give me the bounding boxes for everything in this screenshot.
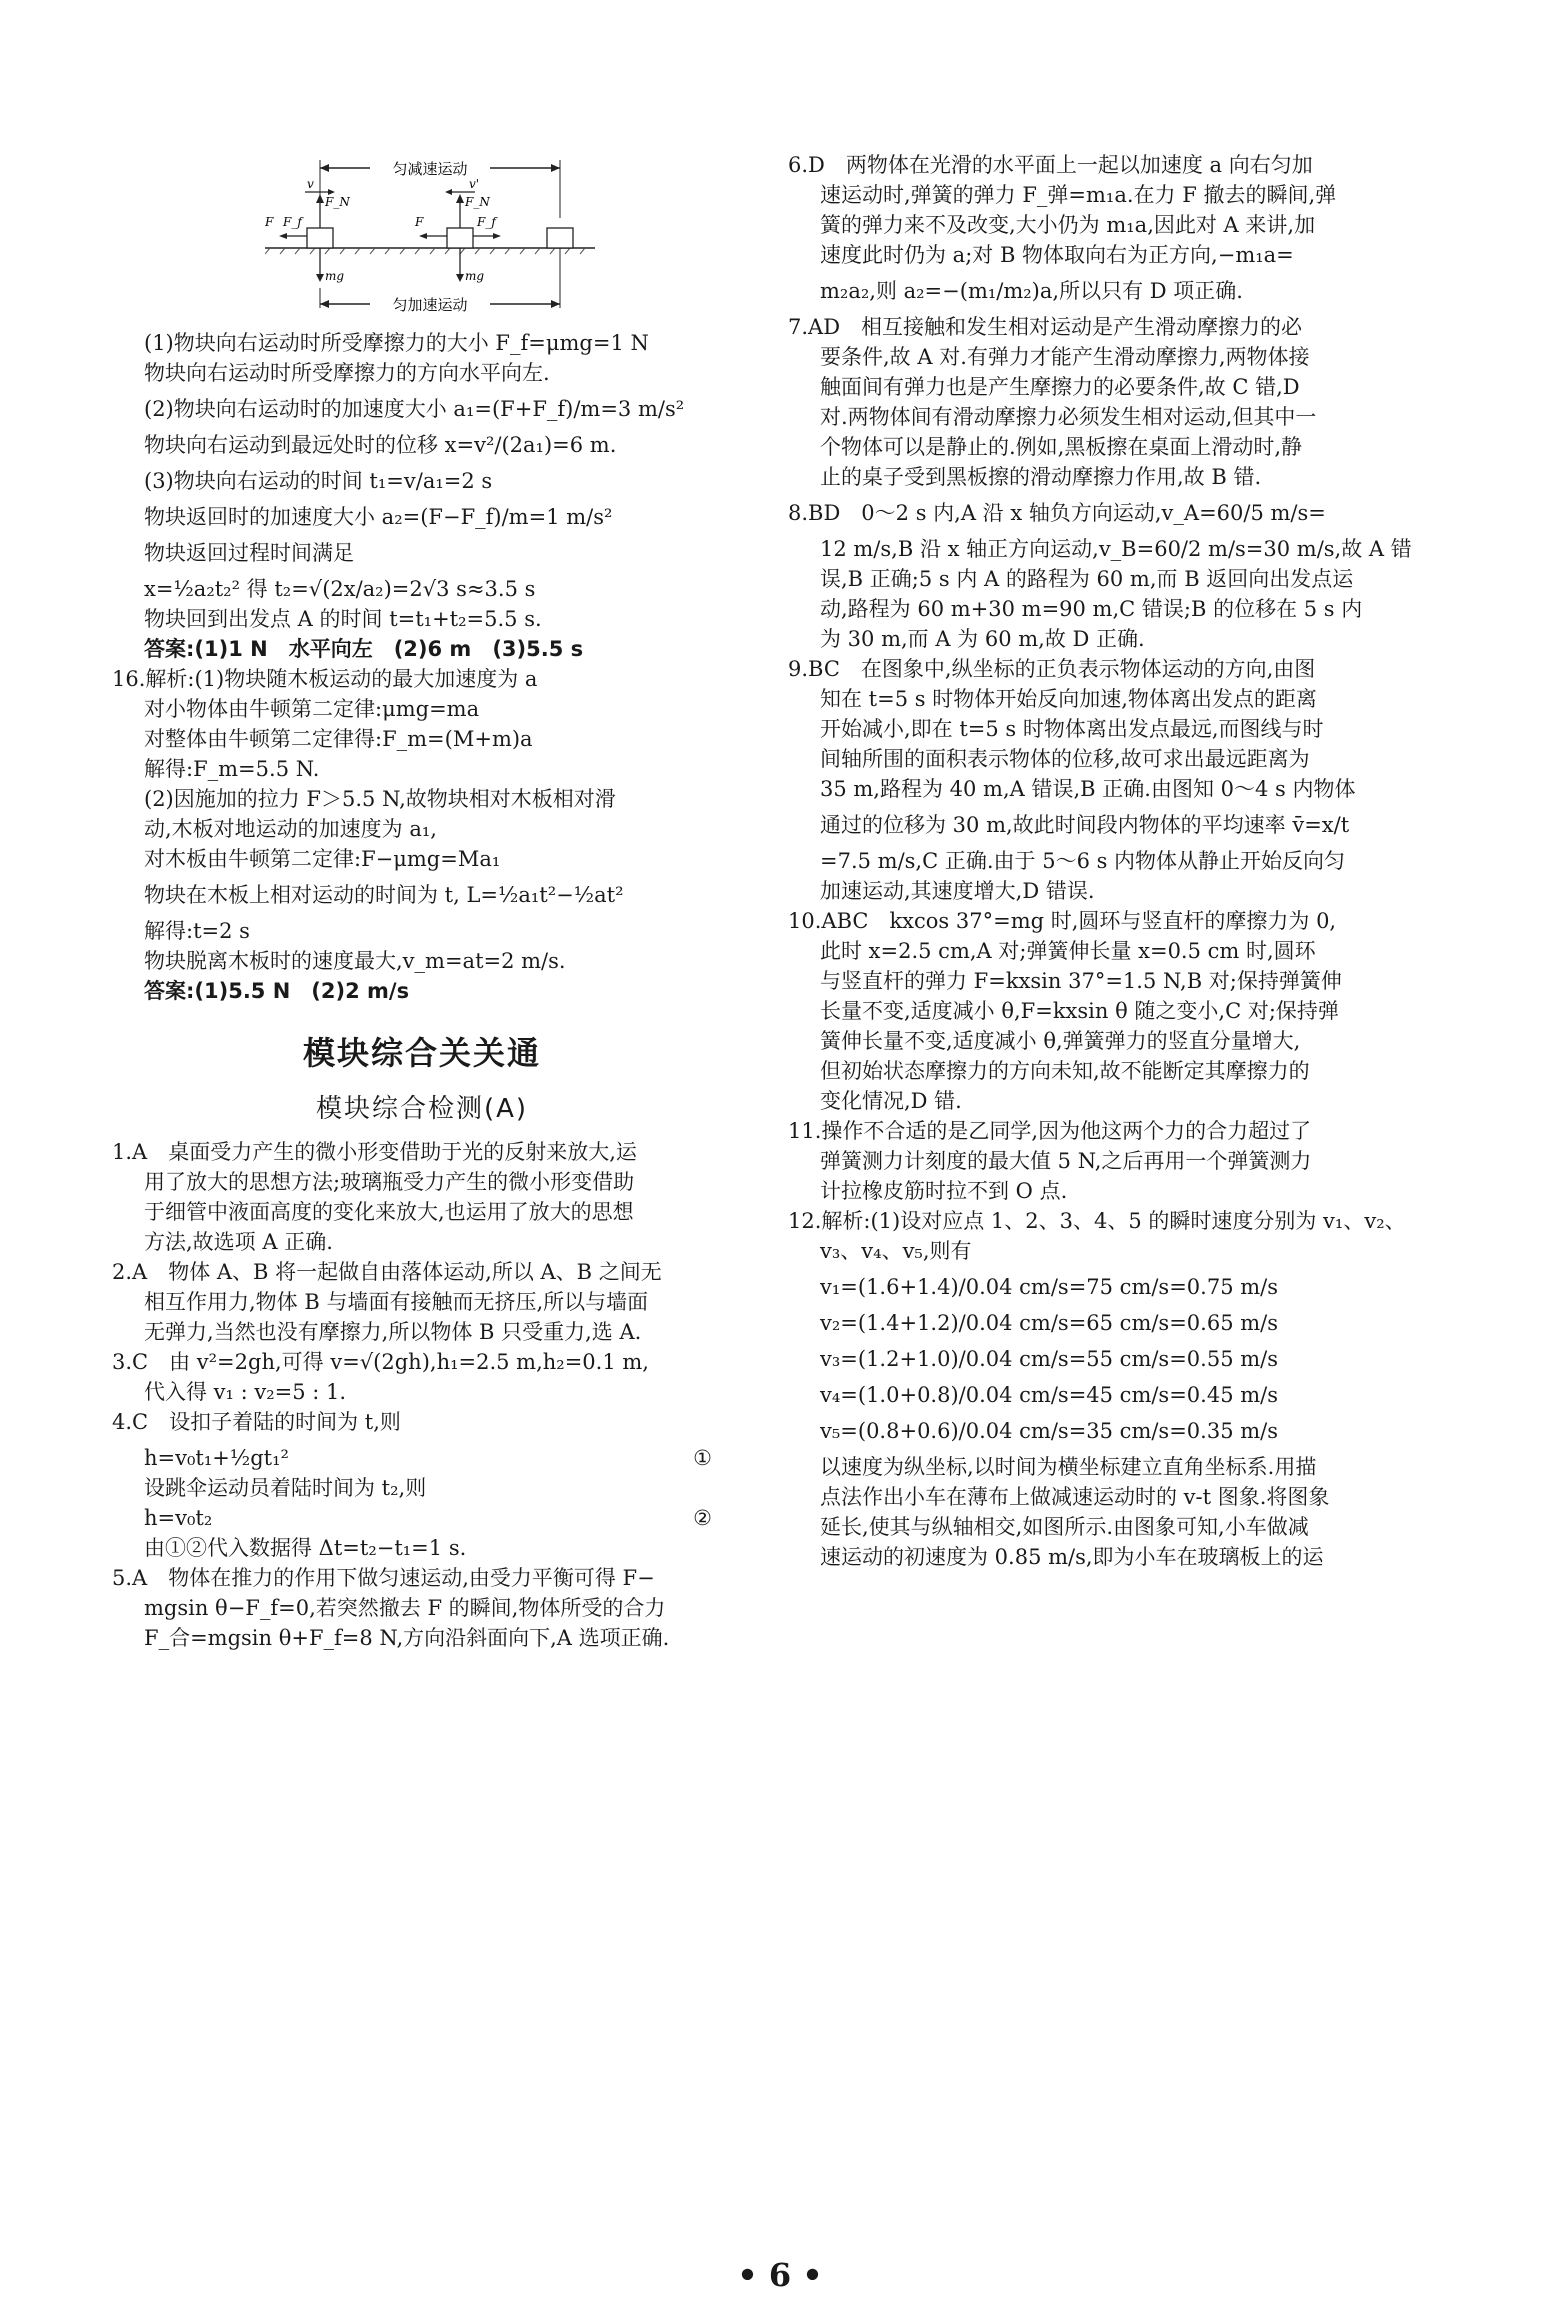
text-line — [788, 1176, 1448, 1206]
line-text: 点法作出小车在薄布上做减速运动时的 v-t 图象.将图象 — [820, 1485, 1330, 1509]
line-text: 12.解析:(1)设对应点 1、2、3、4、5 的瞬时速度分别为 v₁、v₂、 — [788, 1209, 1406, 1233]
line-text: v₃、v₄、v₅,则有 — [820, 1239, 972, 1263]
top-label: 匀减速运动 — [392, 160, 468, 178]
equation-number: ① — [693, 1446, 712, 1470]
line-text: 5.A 物体在推力的作用下做匀速运动,由受力平衡可得 F− — [112, 1566, 655, 1590]
line-text: 16.解析:(1)物块随木板运动的最大加速度为 a — [112, 667, 538, 691]
text-line — [112, 844, 732, 874]
text-line — [788, 1206, 1448, 1236]
page-number: • 6 • — [737, 2256, 823, 2294]
line-text: 1.A 桌面受力产生的微小形变借助于光的反射来放大,运 — [112, 1140, 637, 1164]
text-line — [112, 430, 732, 460]
line-text: 延长,使其与纵轴相交,如图所示.由图象可知,小车做减 — [820, 1515, 1309, 1539]
line-text: 变化情况,D 错. — [820, 1089, 962, 1113]
text-line — [788, 180, 1448, 210]
text-line — [112, 1623, 732, 1653]
line-text: 弹簧测力计刻度的最大值 5 N,之后再用一个弹簧测力 — [820, 1149, 1312, 1173]
block-right — [547, 228, 573, 248]
fn-label-left: F_N — [325, 195, 350, 209]
line-text: 速度此时仍为 a;对 B 物体取向右为正方向,−m₁a= — [820, 243, 1294, 267]
text-line — [788, 1380, 1448, 1410]
text-line — [788, 966, 1448, 996]
line-text: 2.A 物体 A、B 将一起做自由落体运动,所以 A、B 之间无 — [112, 1260, 662, 1284]
text-line — [788, 342, 1448, 372]
text-line — [788, 744, 1448, 774]
text-line — [788, 1056, 1448, 1086]
top-arrow-right — [551, 164, 560, 172]
f-label-left: F — [265, 215, 274, 229]
ground-hatching — [265, 248, 585, 254]
line-text: v₃=(1.2+1.0)/0.04 cm/s=55 cm/s=0.55 m/s — [820, 1347, 1279, 1371]
line-text: 通过的位移为 30 m,故此时间段内物体的平均速率 v̄=x/t — [820, 813, 1350, 837]
line-text: 9.BC 在图象中,纵坐标的正负表示物体运动的方向,由图 — [788, 657, 1316, 681]
line-text: 代入得 v₁ : v₂=5 : 1. — [144, 1380, 347, 1404]
line-text: v₂=(1.4+1.2)/0.04 cm/s=65 cm/s=0.65 m/s — [820, 1311, 1279, 1335]
right-column — [788, 150, 1448, 1572]
text-line — [112, 574, 732, 604]
line-text: 物块脱离木板时的速度最大,v_m=at=2 m/s. — [144, 949, 566, 973]
line-text: 物块向右运动时所受摩擦力的方向水平向左. — [144, 361, 550, 385]
line-text: 触面间有弹力也是产生摩擦力的必要条件,故 C 错,D — [820, 375, 1300, 399]
text-line — [788, 876, 1448, 906]
line-text: F_合=mgsin θ+F_f=8 N,方向沿斜面向下,A 选项正确. — [144, 1626, 670, 1650]
text-line — [788, 150, 1448, 180]
text-line — [788, 1146, 1448, 1176]
v2-label: v' — [469, 177, 480, 191]
line-text: 物块返回过程时间满足 — [144, 541, 354, 565]
line-text: (2)物块向右运动时的加速度大小 a₁=(F+F_f)/m=3 m/s² — [144, 397, 685, 421]
text-line — [112, 1593, 732, 1623]
line-text: 7.AD 相互接触和发生相对运动是产生滑动摩擦力的必 — [788, 315, 1303, 339]
text-line — [112, 1347, 732, 1377]
line-text: x=½a₂t₂² 得 t₂=√(2x/a₂)=2√3 s≈3.5 s — [144, 577, 536, 601]
text-line — [788, 684, 1448, 714]
right-answer-lines — [788, 150, 1448, 1572]
ff-label-left: F_f — [283, 215, 302, 229]
text-line — [788, 1344, 1448, 1374]
text-line — [112, 814, 732, 844]
block-left — [307, 228, 333, 248]
line-text: 误,B 正确;5 s 内 A 的路程为 60 m,而 B 返回向出发点运 — [820, 567, 1354, 591]
text-line — [112, 604, 732, 634]
text-line — [788, 996, 1448, 1026]
line-text: 10.ABC kxcos 37°=mg 时,圆环与竖直杆的摩擦力为 0, — [788, 909, 1337, 933]
text-line — [112, 916, 732, 946]
text-line — [788, 624, 1448, 654]
line-text: 物块向右运动到最远处时的位移 x=v²/(2a₁)=6 m. — [144, 433, 617, 457]
left-solution-lines — [112, 328, 732, 1006]
line-text: 加速运动,其速度增大,D 错误. — [820, 879, 1095, 903]
text-line — [112, 880, 732, 910]
text-line — [788, 432, 1448, 462]
text-line — [788, 1236, 1448, 1266]
fn-arrowhead-left — [316, 194, 324, 203]
line-text: 动,路程为 60 m+30 m=90 m,C 错误;B 的位移在 5 s 内 — [820, 597, 1363, 621]
line-text: 答案:(1)1 N 水平向左 (2)6 m (3)5.5 s — [144, 637, 584, 661]
text-line — [788, 594, 1448, 624]
line-text: 个物体可以是静止的.例如,黑板擦在桌面上滑动时,静 — [820, 435, 1303, 459]
line-text: 计拉橡皮筋时拉不到 O 点. — [820, 1179, 1068, 1203]
line-text: v₄=(1.0+0.8)/0.04 cm/s=45 cm/s=0.45 m/s — [820, 1383, 1279, 1407]
force-diagram — [265, 148, 595, 328]
line-text: 对木板由牛顿第二定律:F−μmg=Ma₁ — [144, 847, 501, 871]
line-text: 相互作用力,物体 B 与墙面有接触而无挤压,所以与墙面 — [144, 1290, 649, 1314]
line-text: 但初始状态摩擦力的方向未知,故不能断定其摩擦力的 — [820, 1059, 1310, 1083]
line-text: 要条件,故 A 对.有弹力才能产生滑动摩擦力,两物体接 — [820, 345, 1310, 369]
section-title: 模块综合关关通 — [302, 1034, 541, 1072]
mg-label-middle: mg — [465, 269, 485, 283]
text-line — [788, 1482, 1448, 1512]
text-line — [112, 1257, 732, 1287]
text-line — [788, 810, 1448, 840]
line-text: 此时 x=2.5 cm,A 对;弹簧伸长量 x=0.5 cm 时,圆环 — [820, 939, 1316, 963]
line-text: 知在 t=5 s 时物体开始反向加速,物体离出发点的距离 — [820, 687, 1317, 711]
text-line — [112, 946, 732, 976]
line-text: 解得:F_m=5.5 N. — [144, 757, 320, 781]
f-arrowhead-left — [279, 233, 287, 239]
text-line — [112, 538, 732, 568]
text-line — [112, 394, 732, 424]
line-text: 物块回到出发点 A 的时间 t=t₁+t₂=5.5 s. — [144, 607, 542, 631]
text-line — [788, 1542, 1448, 1572]
text-line — [112, 1317, 732, 1347]
line-text: 于细管中液面高度的变化来放大,也运用了放大的思想 — [144, 1200, 634, 1224]
line-text: v₁=(1.6+1.4)/0.04 cm/s=75 cm/s=0.75 m/s — [820, 1275, 1279, 1299]
line-text: 为 30 m,而 A 为 60 m,故 D 正确. — [820, 627, 1145, 651]
line-text: 12 m/s,B 沿 x 轴正方向运动,v_B=60/2 m/s=30 m/s,故 A 错 — [820, 537, 1412, 561]
subsection-title: 模块综合检测(A) — [315, 1094, 529, 1124]
line-text: 35 m,路程为 40 m,A 错误,B 正确.由图知 0～4 s 内物体 — [820, 777, 1356, 801]
line-text: (1)物块向右运动时所受摩擦力的大小 F_f=μmg=1 N — [144, 331, 649, 355]
line-text: 方法,故选项 A 正确. — [144, 1230, 333, 1254]
text-line — [112, 976, 732, 1006]
line-text: (2)因施加的拉力 F＞5.5 N,故物块相对木板相对滑 — [144, 787, 616, 811]
text-line — [788, 1086, 1448, 1116]
block-middle — [447, 228, 473, 248]
line-text: 簧的弹力来不及改变,大小仍为 m₁a,因此对 A 来讲,加 — [820, 213, 1316, 237]
line-text: 设跳伞运动员着陆时间为 t₂,则 — [144, 1476, 427, 1500]
text-line — [112, 784, 732, 814]
text-line — [788, 534, 1448, 564]
text-line — [112, 1377, 732, 1407]
text-line — [788, 906, 1448, 936]
text-line — [788, 312, 1448, 342]
bottom-arrow-left — [320, 300, 329, 308]
text-line — [788, 402, 1448, 432]
line-text: mgsin θ−F_f=0,若突然撤去 F 的瞬间,物体所受的合力 — [144, 1596, 666, 1620]
text-line — [112, 1287, 732, 1317]
line-text: h=v₀t₂ — [144, 1506, 213, 1530]
text-line — [112, 1443, 732, 1473]
text-line — [788, 774, 1448, 804]
line-text: 用了放大的思想方法;玻璃瓶受力产生的微小形变借助 — [144, 1170, 635, 1194]
text-line — [788, 498, 1448, 528]
line-text: 对小物体由牛顿第二定律:μmg=ma — [144, 697, 480, 721]
mg-arrowhead-left — [316, 274, 324, 282]
line-text: 3.C 由 v²=2gh,可得 v=√(2gh),h₁=2.5 m,h₂=0.1 m, — [112, 1350, 649, 1374]
fn-label-middle: F_N — [465, 195, 490, 209]
text-line — [112, 1533, 732, 1563]
line-text: 由①②代入数据得 Δt=t₂−t₁=1 s. — [144, 1536, 467, 1560]
text-line — [788, 1308, 1448, 1338]
top-arrow-left — [320, 164, 329, 172]
line-text: 与竖直杆的弹力 F=kxsin 37°=1.5 N,B 对;保持弹簧伸 — [820, 969, 1342, 993]
text-line — [112, 1563, 732, 1593]
text-line — [112, 1407, 732, 1437]
text-line — [788, 1416, 1448, 1446]
line-text: 4.C 设扣子着陆的时间为 t,则 — [112, 1410, 401, 1434]
text-line — [788, 1026, 1448, 1056]
ff-label-middle: F_f — [477, 215, 496, 229]
line-text: 间轴所围的面积表示物体的位移,故可求出最远距离为 — [820, 747, 1310, 771]
text-line — [112, 358, 732, 388]
line-text: 物块返回时的加速度大小 a₂=(F−F_f)/m=1 m/s² — [144, 505, 613, 529]
line-text: 开始减小,即在 t=5 s 时物体离出发点最远,而图线与时 — [820, 717, 1324, 741]
text-line — [788, 654, 1448, 684]
f-label-middle: F — [415, 215, 424, 229]
text-line — [112, 634, 732, 664]
text-line — [112, 1473, 732, 1503]
text-line — [788, 564, 1448, 594]
line-text: 11.操作不合适的是乙同学,因为他这两个力的合力超过了 — [788, 1119, 1312, 1143]
mg-label-left: mg — [325, 269, 345, 283]
text-line — [788, 714, 1448, 744]
bottom-arrow-right — [551, 300, 560, 308]
line-text: 动,木板对地运动的加速度为 a₁, — [144, 817, 437, 841]
fn-arrowhead-middle — [456, 194, 464, 203]
line-text: 6.D 两物体在光滑的水平面上一起以加速度 a 向右匀加 — [788, 153, 1313, 177]
text-line — [788, 210, 1448, 240]
text-line — [788, 936, 1448, 966]
line-text: 答案:(1)5.5 N (2)2 m/s — [144, 979, 410, 1003]
mg-arrowhead-middle — [456, 274, 464, 282]
left-answer-lines — [112, 1137, 732, 1653]
text-line — [112, 1137, 732, 1167]
text-line — [788, 1452, 1448, 1482]
text-line — [788, 1116, 1448, 1146]
text-line — [112, 502, 732, 532]
text-line — [788, 276, 1448, 306]
text-line — [112, 664, 732, 694]
line-text: v₅=(0.8+0.6)/0.04 cm/s=35 cm/s=0.35 m/s — [820, 1419, 1279, 1443]
bottom-label: 匀加速运动 — [392, 296, 468, 314]
text-line — [112, 1197, 732, 1227]
line-text: 以速度为纵坐标,以时间为横坐标建立直角坐标系.用描 — [820, 1455, 1317, 1479]
text-line — [112, 466, 732, 496]
text-line — [112, 328, 732, 358]
equation-number: ② — [693, 1506, 712, 1530]
line-text: 速运动时,弹簧的弹力 F_弹=m₁a.在力 F 撤去的瞬间,弹 — [820, 183, 1337, 207]
line-text: 无弹力,当然也没有摩擦力,所以物体 B 只受重力,选 A. — [144, 1320, 642, 1344]
v2-arrowhead — [445, 189, 452, 195]
line-text: 8.BD 0～2 s 内,A 沿 x 轴负方向运动,v_A=60/5 m/s= — [788, 501, 1326, 525]
line-text: 解得:t=2 s — [144, 919, 250, 943]
left-column — [112, 328, 732, 1653]
line-text: h=v₀t₁+½gt₁² — [144, 1446, 289, 1470]
text-line — [112, 1227, 732, 1257]
text-line — [788, 462, 1448, 492]
line-text: 对整体由牛顿第二定律得:F_m=(M+m)a — [144, 727, 533, 751]
f-arrowhead-middle — [419, 233, 427, 239]
text-line — [112, 1503, 732, 1533]
ff-arrowhead-middle — [493, 233, 501, 239]
line-text: m₂a₂,则 a₂=−(m₁/m₂)a,所以只有 D 项正确. — [820, 279, 1243, 303]
v-label: v — [307, 177, 314, 191]
text-line — [788, 1512, 1448, 1542]
line-text: 物块在木板上相对运动的时间为 t, L=½a₁t²−½at² — [144, 883, 624, 907]
line-text: 簧伸长量不变,适度减小 θ,弹簧弹力的竖直分量增大, — [820, 1029, 1301, 1053]
text-line — [112, 724, 732, 754]
line-text: 对.两物体间有滑动摩擦力必须发生相对运动,但其中一 — [820, 405, 1317, 429]
text-line — [112, 694, 732, 724]
text-line — [788, 240, 1448, 270]
text-line — [788, 1272, 1448, 1302]
line-text: =7.5 m/s,C 正确.由于 5～6 s 内物体从静止开始反向匀 — [820, 849, 1346, 873]
text-line — [788, 372, 1448, 402]
text-line — [112, 1167, 732, 1197]
text-line — [788, 846, 1448, 876]
line-text: (3)物块向右运动的时间 t₁=v/a₁=2 s — [144, 469, 493, 493]
line-text: 止的桌子受到黑板擦的滑动摩擦力作用,故 B 错. — [820, 465, 1262, 489]
line-text: 长量不变,适度减小 θ,F=kxsin θ 随之变小,C 对;保持弹 — [820, 999, 1339, 1023]
line-text: 速运动的初速度为 0.85 m/s,即为小车在玻璃板上的运 — [820, 1545, 1324, 1569]
text-line — [112, 754, 732, 784]
